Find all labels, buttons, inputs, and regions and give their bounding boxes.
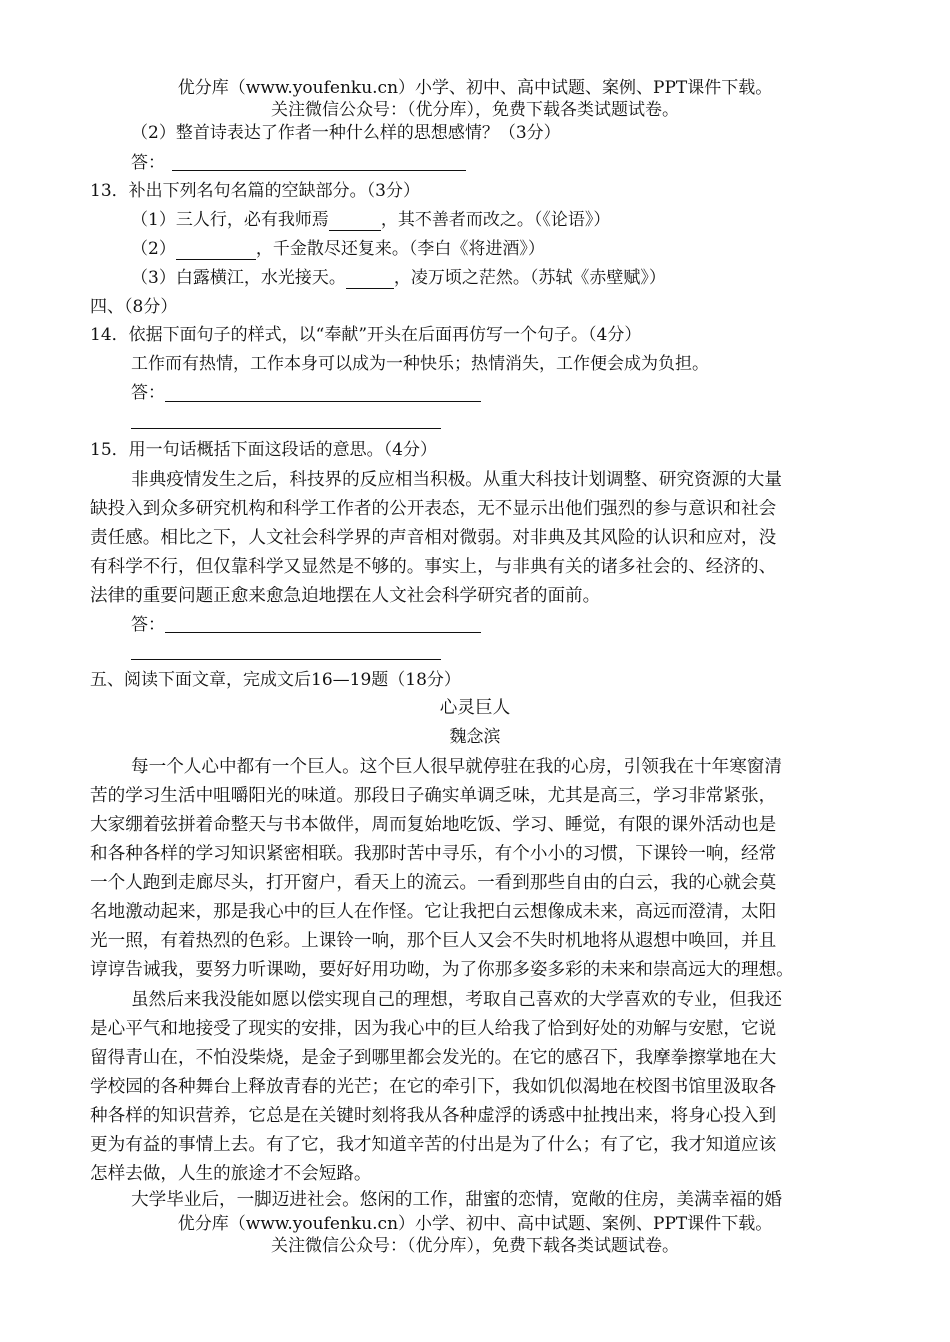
article-line: 学校园的各种舞台上释放青春的光芒；在它的牵引下，我如饥似渴地在校图书馆里汲取各 (90, 1077, 777, 1097)
article-line: 和各种各样的学习知识紧密相联。我那时苦中寻乐，有个小小的习惯，下课铃一响，经常 (90, 844, 777, 864)
article-line: 苦的学习生活中咀嚼阳光的味道。那段日子确实单调乏味，尤其是高三，学习非常紧张， (90, 786, 777, 806)
question-14-example: 工作而有热情，工作本身可以成为一种快乐；热情消失，工作便会成为负担。 (131, 354, 709, 374)
answer-label: 答： (131, 383, 165, 403)
fill-blank[interactable] (329, 212, 381, 231)
article-line: 名地激动起来，那是我心中的巨人在作怪。它让我把白云想像成未来，高远而澄清，太阳 (90, 902, 777, 922)
article-author: 魏念滨 (449, 727, 501, 747)
answer-line[interactable] (165, 632, 481, 633)
article-line: 留得青山在，不怕没柴烧，是金子到哪里都会发光的。在它的感召下，我摩拳擦掌地在大 (90, 1048, 777, 1068)
question-14-title: 14．依据下面句子的样式，以“奉献”开头在后面再仿写一个句子。（4分） (90, 325, 642, 345)
q15-paragraph-line: 缺投入到众多研究机构和科学工作者的公开表态，无不显示出他们强烈的参与意识和社会 (90, 499, 777, 519)
article-line: 种各样的知识营养，它总是在关键时刻将我从各种虚浮的诱惑中扯拽出来，将身心投入到 (90, 1106, 777, 1126)
footer-line-1: 优分库（www.youfenku.cn）小学、初中、高中试题、案例、PPT课件下载。 (177, 1214, 773, 1234)
article-line: 每一个人心中都有一个巨人。这个巨人很早就停驻在我的心房，引领我在十年寒窗清 (131, 757, 782, 777)
answer-label: 答： (131, 153, 165, 173)
fill-blank[interactable] (346, 270, 394, 289)
q15-paragraph-line: 有科学不行，但仅靠科学又显然是不够的。事实上，与非典有关的诸多社会的、经济的、 (90, 557, 777, 577)
answer-line[interactable] (172, 170, 466, 171)
q15-paragraph-line: 责任感。相比之下，人文社会科学界的声音相对微弱。对非典及其风险的认识和应对，没 (90, 528, 777, 548)
question-12-2: （2）整首诗表达了作者一种什么样的思想感情？（3分） (131, 123, 561, 143)
question-13-title: 13．补出下列名句名篇的空缺部分。（3分） (90, 181, 420, 201)
article-line: 是心平气和地接受了现实的安排，因为我心中的巨人给我了恰到好处的劝解与安慰，它说 (90, 1019, 777, 1039)
article-line: 虽然后来我没能如愿以偿实现自己的理想，考取自己喜欢的大学喜欢的专业，但我还 (131, 990, 782, 1010)
question-15-title: 15．用一句话概括下面这段话的意思。（4分） (90, 440, 437, 460)
item-text: ，千金散尽还复来。（李白《将进酒》） (255, 239, 545, 259)
header-line-2: 关注微信公众号：（优分库），免费下载各类试题试卷。 (271, 100, 679, 120)
question-13-item-1 (131, 209, 610, 231)
article-line: 一个人跑到走廊尽头，打开窗户，看天上的流云。一看到那些自由的白云，我的心就会莫 (90, 873, 777, 893)
item-text: ，其不善者而改之。（《论语》） (380, 210, 611, 230)
q15-paragraph-line: 法律的重要问题正愈来愈急迫地摆在人文社会科学研究者的面前。 (90, 586, 601, 606)
answer-label: 答： (131, 615, 165, 635)
footer-line-2: 关注微信公众号：（优分库），免费下载各类试题试卷。 (271, 1236, 679, 1256)
answer-line[interactable] (165, 401, 481, 402)
article-line: 谆谆告诫我，要努力听课呦，要好好用功呦，为了你那多姿多彩的未来和崇高远大的理想。 (90, 960, 794, 980)
header-line-1: 优分库（www.youfenku.cn）小学、初中、高中试题、案例、PPT课件下载。 (177, 78, 773, 98)
article-line: 怎样去做，人生的旅途才不会短路。 (90, 1164, 372, 1184)
item-text: （2） (131, 239, 176, 259)
item-text: （3）白露横江，水光接天。 (131, 268, 346, 288)
item-text: （1）三人行，必有我师焉 (131, 210, 329, 230)
fill-blank[interactable] (176, 241, 256, 260)
question-13-item-2 (131, 238, 545, 260)
article-line: 更为有益的事情上去。有了它，我才知道辛苦的付出是为了什么；有了它，我才知道应该 (90, 1135, 777, 1155)
q15-paragraph-line: 非典疫情发生之后，科技界的反应相当积极。从重大科技计划调整、研究资源的大量 (131, 470, 782, 490)
article-line: 光一照，有着热烈的色彩。上课铃一响，那个巨人又会不失时机地将从遐想中唤回，并且 (90, 931, 777, 951)
answer-line[interactable] (131, 659, 441, 660)
section-5-heading: 五、阅读下面文章，完成文后16—19题（18分） (90, 670, 461, 690)
article-line: 大家绷着弦拼着命整天与书本做伴，周而复始地吃饭、学习、睡觉，有限的课外活动也是 (90, 815, 777, 835)
answer-line[interactable] (131, 428, 441, 429)
section-4-heading: 四、（8分） (90, 297, 178, 317)
article-line: 大学毕业后，一脚迈进社会。悠闲的工作，甜蜜的恋情，宽敞的住房，美满幸福的婚 (131, 1190, 782, 1210)
item-text: ，凌万顷之茫然。（苏轼《赤壁赋》） (393, 268, 666, 288)
article-title: 心灵巨人 (439, 698, 511, 718)
question-13-item-3 (131, 267, 666, 289)
